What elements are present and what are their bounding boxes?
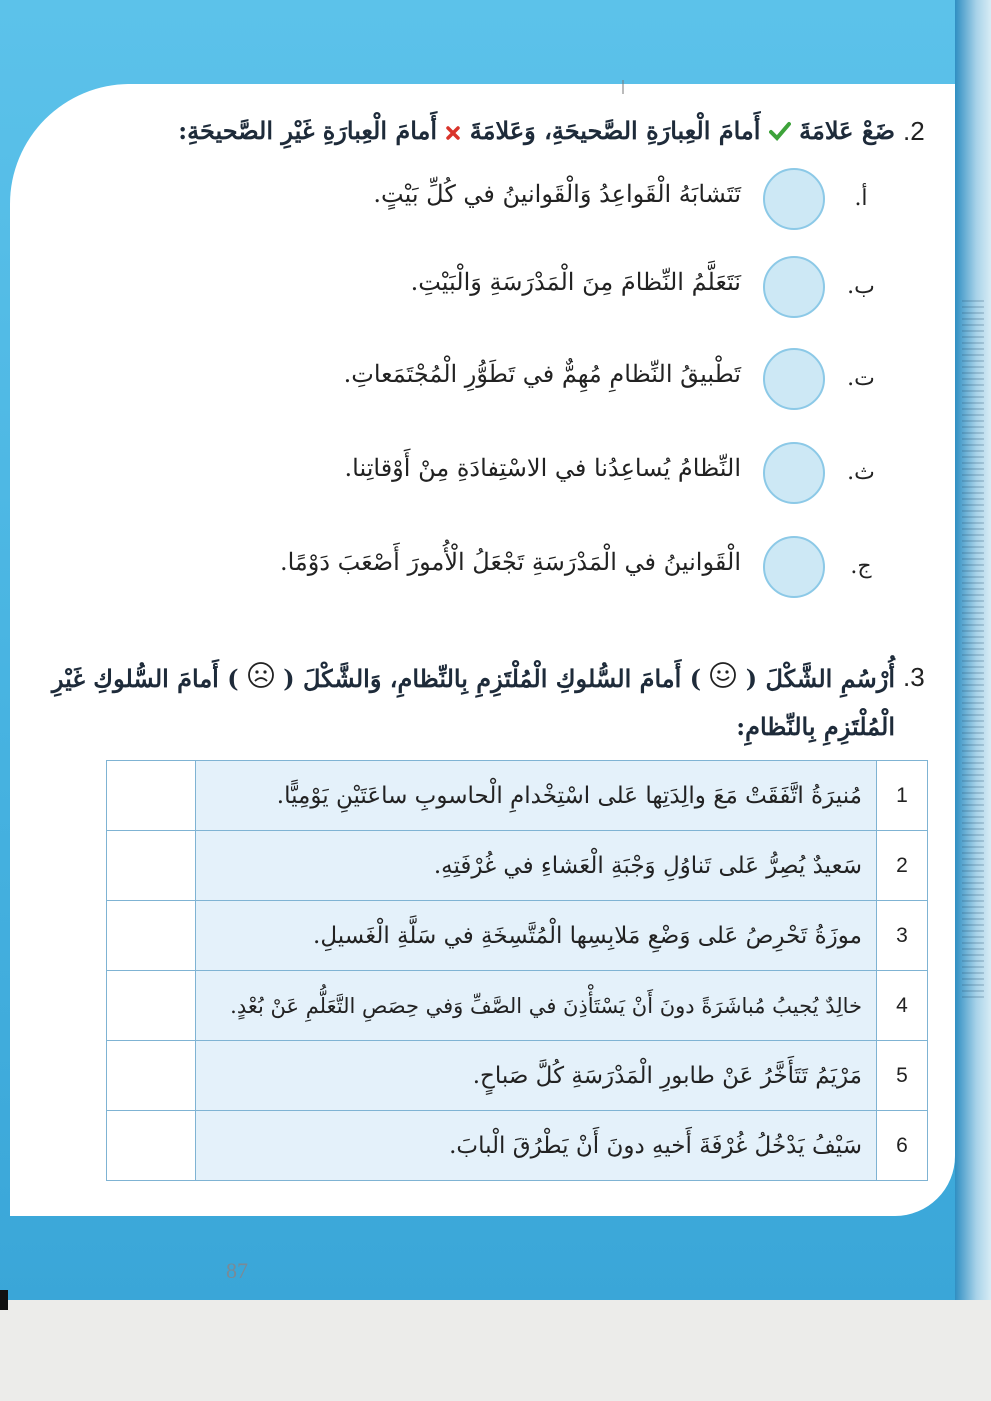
- q3-heading-part2: ) أَمامَ السُّلوكِ الْمُلْتَزِمِ بِالنِّظامِ، وَالشَّكْلَ (: [283, 664, 702, 693]
- table-row: [107, 831, 928, 901]
- row-number: 3: [877, 901, 928, 971]
- row-number: 1: [877, 761, 928, 831]
- behavior-table: [106, 760, 928, 1181]
- q2-heading-part2: أَمامَ الْعِبارَةِ الصَّحيحَةِ، وَعَلامَةَ: [469, 116, 761, 145]
- item-letter: ث.: [847, 460, 875, 485]
- question-3-number: .3: [903, 662, 925, 692]
- row-number: 6: [877, 1111, 928, 1181]
- page-bottom-margin: [0, 1300, 991, 1401]
- item-text: تَتَشابَهُ الْقَواعِدُ وَالْقَوانينُ في كُلِّ بَيْتٍ.: [373, 180, 741, 208]
- row-number: 4: [877, 971, 928, 1041]
- q3-heading-part3: ) أَمامَ السُّلوكِ غَيْرِ: [51, 664, 239, 693]
- answer-cell[interactable]: [107, 901, 196, 971]
- item-text: تَطْبيقُ النِّظامِ مُهِمٌّ في تَطَوُّرِ الْمُجْتَمَعاتِ.: [343, 360, 741, 388]
- table-row: [107, 1041, 928, 1111]
- q3-heading-line2: الْمُلْتَزِمِ بِالنِّظامِ:: [736, 711, 895, 741]
- q2-item-t: [281, 348, 881, 418]
- q2-heading-part3: أَمامَ الْعِبارَةِ غَيْرِ الصَّحيحَةِ:: [178, 116, 438, 145]
- row-statement: خالِدٌ يُجيبُ مُباشَرَةً دونَ أَنْ يَسْتَأْذِنَ في الصَّفِّ وَفي حِصَصِ التَّعَلُّمِ عَنْ بُعْدٍ.: [196, 971, 877, 1041]
- answer-cell[interactable]: [107, 761, 196, 831]
- row-statement: سَعيدٌ يُصِرُّ عَلى تَناوُلِ وَجْبَةِ الْعَشاءِ في غُرْفَتِهِ.: [196, 831, 877, 901]
- answer-circle[interactable]: [763, 168, 825, 230]
- row-statement: مُنيرَةُ اتَّفَقَتْ مَعَ والِدَتِها عَلى اسْتِخْدامِ الْحاسوبِ ساعَتَيْنِ يَوْمِيًّا.: [196, 761, 877, 831]
- answer-cell[interactable]: [107, 1111, 196, 1181]
- row-number: 2: [877, 831, 928, 901]
- row-statement: مَرْيَمُ تَتَأَخَّرُ عَنْ طابورِ الْمَدْرَسَةِ كُلَّ صَباحٍ.: [196, 1041, 877, 1111]
- question-2-heading: [178, 116, 895, 147]
- table-row: [107, 971, 928, 1041]
- check-mark-icon: [769, 118, 791, 147]
- item-text: نَتَعَلَّمُ النِّظامَ مِنَ الْمَدْرَسَةِ وَالْبَيْتِ.: [410, 268, 741, 296]
- q2-item-j: [281, 536, 881, 606]
- q2-item-a: [281, 168, 881, 238]
- answer-circle[interactable]: [763, 536, 825, 598]
- answer-circle[interactable]: [763, 348, 825, 410]
- row-statement: موزَةُ تَحْرِصُ عَلى وَضْعِ مَلابِسِها الْمُتَّسِخَةِ في سَلَّةِ الْغَسيلِ.: [196, 901, 877, 971]
- item-letter: ج.: [850, 554, 872, 579]
- q2-heading-part1: ضَعْ عَلامَةَ: [799, 116, 895, 145]
- page-number: 87: [226, 1258, 248, 1283]
- item-text: النِّظامُ يُساعِدُنا في الاسْتِفادَةِ مِنْ أَوْقاتِنا.: [344, 454, 741, 482]
- row-statement: سَيْفُ يَدْخُلُ غُرْفَةَ أَخيهِ دونَ أَنْ يَطْرُقَ الْبابَ.: [196, 1111, 877, 1181]
- answer-circle[interactable]: [763, 442, 825, 504]
- question-3-heading: [51, 656, 895, 750]
- q3-heading-part1: أُرْسُمِ الشَّكْلَ (: [745, 664, 895, 693]
- table-row: [107, 1111, 928, 1181]
- table-row: [107, 901, 928, 971]
- item-text: الْقَوانينُ في الْمَدْرَسَةِ تَجْعَلُ الْأُمورَ أَصْعَبَ دَوْمًا.: [279, 548, 741, 576]
- table-row: [107, 761, 928, 831]
- cross-mark-icon: [445, 118, 461, 147]
- spine-fine-print: [962, 300, 984, 1000]
- answer-circle[interactable]: [763, 256, 825, 318]
- q2-item-th: [281, 442, 881, 512]
- item-letter: ب.: [847, 274, 875, 299]
- item-letter: أ.: [854, 186, 868, 211]
- smiley-face-icon: [709, 658, 737, 704]
- answer-cell[interactable]: [107, 1041, 196, 1111]
- item-letter: ت.: [847, 366, 875, 391]
- pen-mark: [622, 80, 624, 94]
- scan-edge: [0, 1290, 8, 1310]
- answer-cell[interactable]: [107, 831, 196, 901]
- answer-cell[interactable]: [107, 971, 196, 1041]
- q2-item-b: [281, 256, 881, 326]
- row-number: 5: [877, 1041, 928, 1111]
- question-2-number: .2: [903, 116, 925, 146]
- sad-face-icon: [247, 658, 275, 704]
